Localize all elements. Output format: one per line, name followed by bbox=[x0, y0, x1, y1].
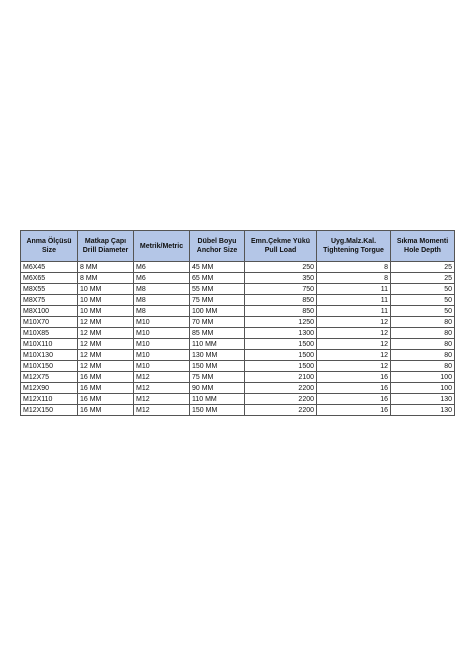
anchor-spec-table bbox=[20, 230, 455, 416]
table-cell: M12 bbox=[134, 394, 190, 405]
table-row bbox=[21, 350, 455, 361]
table-row bbox=[21, 262, 455, 273]
table-cell: 16 MM bbox=[78, 372, 134, 383]
spec-sheet bbox=[20, 230, 454, 416]
table-body bbox=[21, 262, 455, 416]
table-cell: 10 MM bbox=[78, 306, 134, 317]
table-row bbox=[21, 328, 455, 339]
table-cell: 11 bbox=[317, 306, 391, 317]
table-cell: 12 bbox=[317, 361, 391, 372]
table-cell: M12 bbox=[134, 383, 190, 394]
table-cell: 150 MM bbox=[190, 361, 245, 372]
table-cell: 8 bbox=[317, 273, 391, 284]
table-row bbox=[21, 284, 455, 295]
table-cell: 2200 bbox=[245, 405, 317, 416]
table-cell: 100 MM bbox=[190, 306, 245, 317]
column-header bbox=[391, 231, 455, 262]
table-cell: M10 bbox=[134, 328, 190, 339]
column-header bbox=[21, 231, 78, 262]
table-cell: 150 MM bbox=[190, 405, 245, 416]
table-cell: M6X65 bbox=[21, 273, 78, 284]
table-cell: 100 bbox=[391, 383, 455, 394]
table-cell: 110 MM bbox=[190, 394, 245, 405]
table-row bbox=[21, 317, 455, 328]
table-cell: M10X110 bbox=[21, 339, 78, 350]
table-cell: M8X55 bbox=[21, 284, 78, 295]
table-cell: 70 MM bbox=[190, 317, 245, 328]
table-cell: 12 bbox=[317, 339, 391, 350]
table-cell: M8X75 bbox=[21, 295, 78, 306]
table-cell: M12X150 bbox=[21, 405, 78, 416]
table-cell: 110 MM bbox=[190, 339, 245, 350]
table-cell: 50 bbox=[391, 295, 455, 306]
table-row bbox=[21, 405, 455, 416]
table-cell: 2100 bbox=[245, 372, 317, 383]
table-cell: 1250 bbox=[245, 317, 317, 328]
column-header bbox=[190, 231, 245, 262]
table-cell: 65 MM bbox=[190, 273, 245, 284]
table-cell: M10X85 bbox=[21, 328, 78, 339]
table-cell: 75 MM bbox=[190, 372, 245, 383]
table-cell: 25 bbox=[391, 262, 455, 273]
table-row bbox=[21, 306, 455, 317]
table-row bbox=[21, 339, 455, 350]
table-cell: 1500 bbox=[245, 350, 317, 361]
column-header-line1: Anma Ölçüsü bbox=[26, 238, 72, 245]
table-cell: 80 bbox=[391, 350, 455, 361]
column-header-line2: Size bbox=[41, 247, 56, 254]
table-cell: 100 bbox=[391, 372, 455, 383]
table-cell: 11 bbox=[317, 284, 391, 295]
table-cell: 12 MM bbox=[78, 317, 134, 328]
table-cell: 8 MM bbox=[78, 273, 134, 284]
table-cell: M8 bbox=[134, 284, 190, 295]
table-cell: 1300 bbox=[245, 328, 317, 339]
column-header-line2: Hole Depth bbox=[404, 247, 441, 254]
table-row bbox=[21, 372, 455, 383]
table-cell: M12X110 bbox=[21, 394, 78, 405]
table-cell: M8X100 bbox=[21, 306, 78, 317]
table-cell: 12 bbox=[317, 317, 391, 328]
table-header bbox=[21, 231, 455, 262]
table-cell: 80 bbox=[391, 328, 455, 339]
column-header-line1: Emn.Çekme Yükü bbox=[250, 238, 310, 245]
table-cell: 10 MM bbox=[78, 284, 134, 295]
column-header-line2: Pull Load bbox=[264, 247, 297, 254]
table-cell: M10X150 bbox=[21, 361, 78, 372]
table-cell: M12X90 bbox=[21, 383, 78, 394]
table-cell: 16 bbox=[317, 372, 391, 383]
table-cell: M10 bbox=[134, 317, 190, 328]
table-cell: M12X75 bbox=[21, 372, 78, 383]
column-header bbox=[134, 231, 190, 262]
table-cell: M10 bbox=[134, 339, 190, 350]
column-header-line2: Drill Diameter bbox=[82, 247, 129, 254]
table-cell: 2200 bbox=[245, 394, 317, 405]
column-header-line1: Sıkma Momenti bbox=[396, 238, 449, 245]
table-row bbox=[21, 394, 455, 405]
table-cell: 25 bbox=[391, 273, 455, 284]
table-cell: 1500 bbox=[245, 339, 317, 350]
table-cell: 12 MM bbox=[78, 328, 134, 339]
column-header bbox=[245, 231, 317, 262]
table-cell: M10X70 bbox=[21, 317, 78, 328]
table-cell: 80 bbox=[391, 317, 455, 328]
table-cell: 16 bbox=[317, 394, 391, 405]
table-cell: 55 MM bbox=[190, 284, 245, 295]
table-cell: 12 bbox=[317, 350, 391, 361]
table-cell: M6 bbox=[134, 273, 190, 284]
table-cell: M12 bbox=[134, 405, 190, 416]
table-cell: M6X45 bbox=[21, 262, 78, 273]
table-cell: M10 bbox=[134, 350, 190, 361]
table-cell: 10 MM bbox=[78, 295, 134, 306]
table-cell: 16 MM bbox=[78, 383, 134, 394]
column-header bbox=[317, 231, 391, 262]
table-row bbox=[21, 295, 455, 306]
table-cell: 90 MM bbox=[190, 383, 245, 394]
table-cell: 750 bbox=[245, 284, 317, 295]
column-header-line1: Matkap Çapı bbox=[84, 238, 127, 245]
table-cell: 250 bbox=[245, 262, 317, 273]
table-cell: 85 MM bbox=[190, 328, 245, 339]
table-cell: 130 bbox=[391, 394, 455, 405]
table-cell: 350 bbox=[245, 273, 317, 284]
table-cell: 12 MM bbox=[78, 361, 134, 372]
table-cell: 12 MM bbox=[78, 350, 134, 361]
table-cell: 80 bbox=[391, 361, 455, 372]
column-header bbox=[78, 231, 134, 262]
table-cell: 16 MM bbox=[78, 394, 134, 405]
table-row bbox=[21, 383, 455, 394]
column-header-line2: Tightening Torgue bbox=[323, 247, 384, 254]
table-cell: M10X130 bbox=[21, 350, 78, 361]
table-cell: 16 MM bbox=[78, 405, 134, 416]
table-cell: 45 MM bbox=[190, 262, 245, 273]
column-header-line1: Uyg.Malz.Kal. bbox=[330, 238, 377, 245]
table-cell: 12 MM bbox=[78, 339, 134, 350]
table-row bbox=[21, 361, 455, 372]
table-cell: 8 MM bbox=[78, 262, 134, 273]
table-cell: M10 bbox=[134, 361, 190, 372]
table-cell: 12 bbox=[317, 328, 391, 339]
table-cell: 75 MM bbox=[190, 295, 245, 306]
column-header-line1: Metrik/Metric bbox=[139, 242, 184, 250]
table-cell: 1500 bbox=[245, 361, 317, 372]
header-row bbox=[21, 231, 455, 262]
table-cell: M8 bbox=[134, 306, 190, 317]
table-cell: 130 bbox=[391, 405, 455, 416]
column-header-line1: Dübel Boyu bbox=[197, 238, 237, 245]
table-cell: 80 bbox=[391, 339, 455, 350]
table-cell: 850 bbox=[245, 295, 317, 306]
table-cell: 8 bbox=[317, 262, 391, 273]
column-header-line2: Anchor Size bbox=[196, 247, 238, 254]
table-cell: 850 bbox=[245, 306, 317, 317]
table-cell: 16 bbox=[317, 383, 391, 394]
table-cell: M12 bbox=[134, 372, 190, 383]
table-cell: M8 bbox=[134, 295, 190, 306]
table-cell: 50 bbox=[391, 306, 455, 317]
table-cell: M6 bbox=[134, 262, 190, 273]
table-row bbox=[21, 273, 455, 284]
table-cell: 11 bbox=[317, 295, 391, 306]
table-cell: 2200 bbox=[245, 383, 317, 394]
table-cell: 50 bbox=[391, 284, 455, 295]
table-cell: 130 MM bbox=[190, 350, 245, 361]
table-cell: 16 bbox=[317, 405, 391, 416]
